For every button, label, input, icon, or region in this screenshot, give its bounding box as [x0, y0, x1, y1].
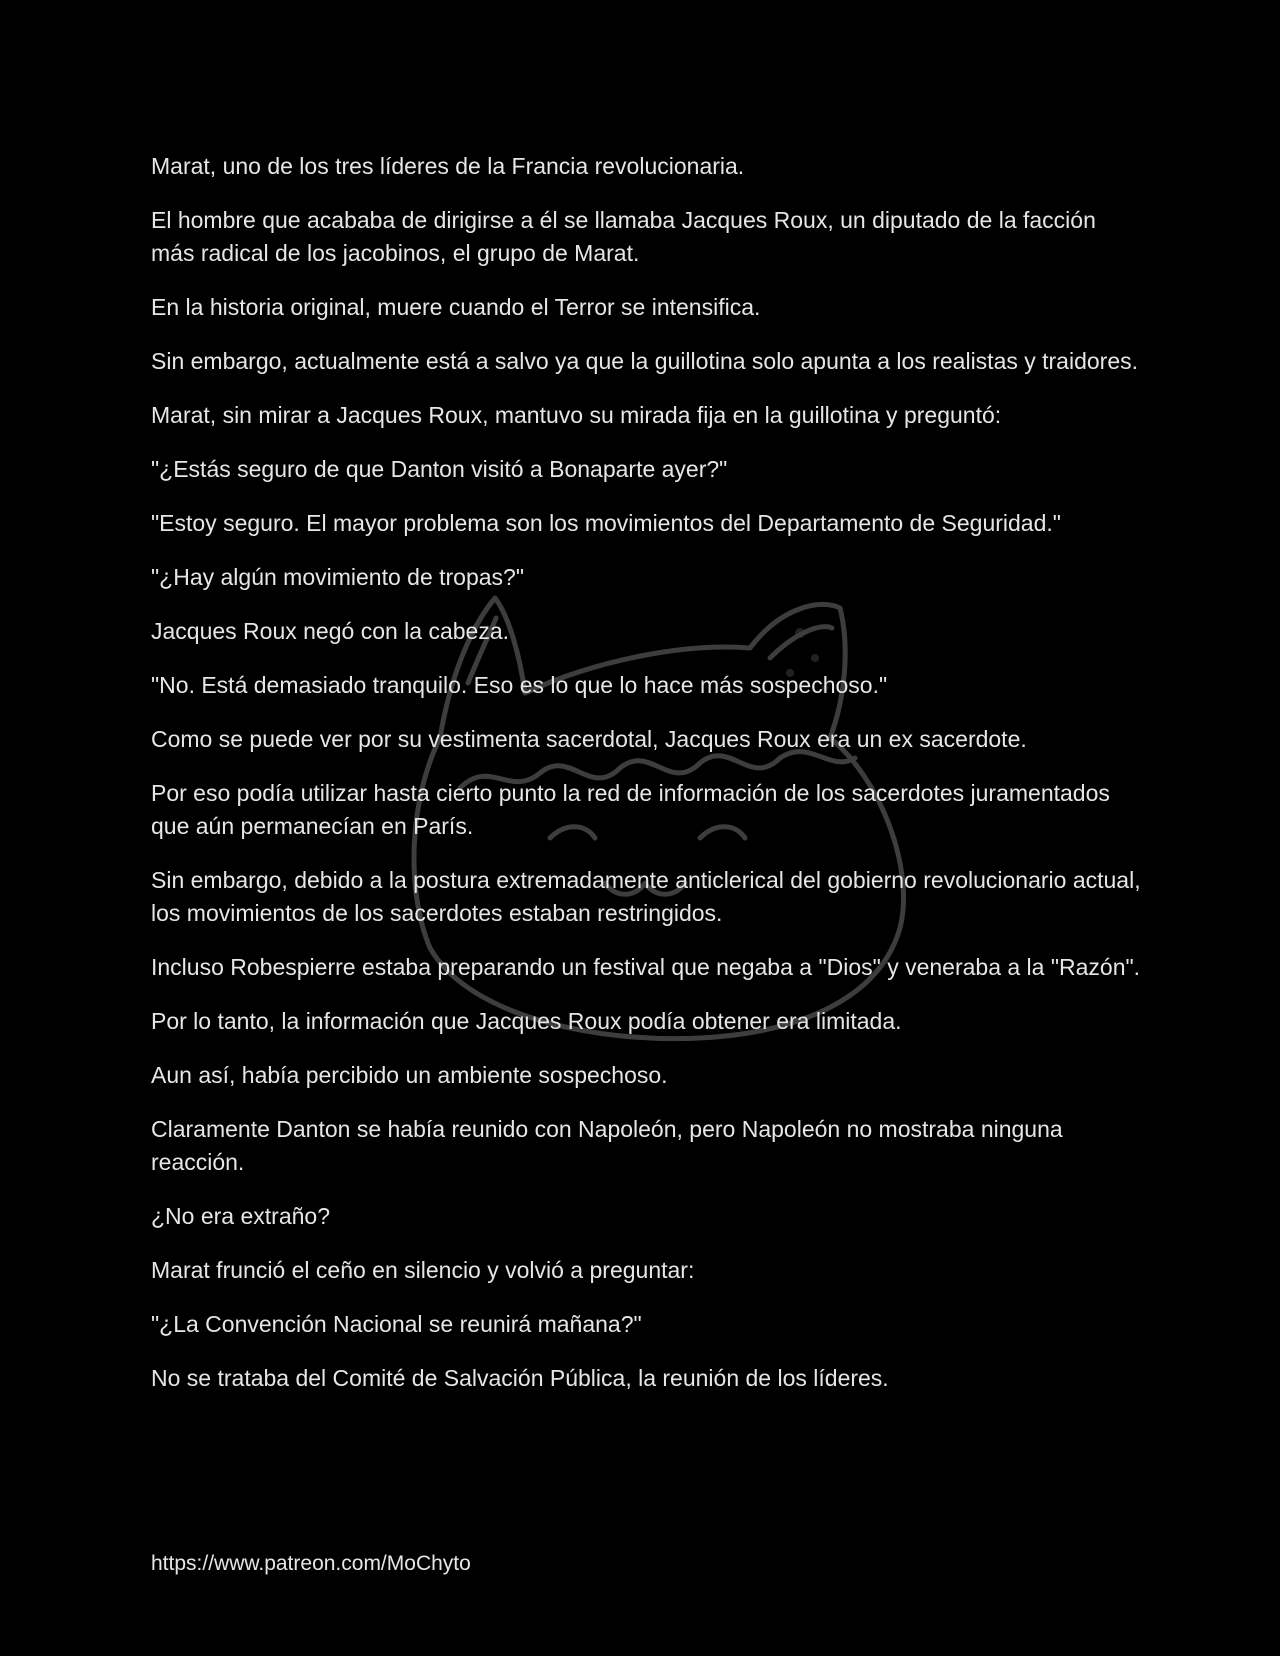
paragraph: Marat frunció el ceño en silencio y volvió a preguntar: — [151, 1257, 695, 1283]
paragraph: No se trataba del Comité de Salvación Pública, la reunión de los líderes. — [151, 1365, 889, 1391]
paragraph: Como se puede ver por su vestimenta sacerdotal, Jacques Roux era un ex sacerdote. — [151, 726, 1027, 752]
paragraph: "¿La Convención Nacional se reunirá mañana?" — [151, 1311, 642, 1337]
paragraph: ¿No era extraño? — [151, 1203, 330, 1229]
paragraph: Sin embargo, actualmente está a salvo ya que la guillotina solo apunta a los realistas y traidores. — [151, 348, 1139, 374]
paragraph: "Estoy seguro. El mayor problema son los movimientos del Departamento de Seguridad." — [151, 510, 1061, 536]
paragraph: Sin embargo, debido a la postura extremadamente anticlerical del gobierno revolucionario actual, los movimientos de los sacerdotes estaban restringidos. — [151, 867, 1141, 926]
paragraph: "¿Estás seguro de que Danton visitó a Bonaparte ayer?" — [151, 456, 728, 482]
paragraph: Incluso Robespierre estaba preparando un festival que negaba a "Dios" y veneraba a la "Razón". — [151, 954, 1141, 980]
paragraph: Marat, uno de los tres líderes de la Francia revolucionaria. — [151, 153, 745, 179]
paragraph: Jacques Roux negó con la cabeza. — [151, 618, 510, 644]
paragraph: "No. Está demasiado tranquilo. Eso es lo que lo hace más sospechoso." — [151, 672, 888, 698]
paragraph: El hombre que acababa de dirigirse a él se llamaba Jacques Roux, un diputado de la facción más radical de los jacobinos, el grupo de Marat. — [151, 207, 1096, 266]
paragraph: Por lo tanto, la información que Jacques Roux podía obtener era limitada. — [151, 1008, 902, 1034]
paragraph: Marat, sin mirar a Jacques Roux, mantuvo su mirada fija en la guillotina y preguntó: — [151, 402, 1002, 428]
paragraph: Aun así, había percibido un ambiente sospechoso. — [151, 1062, 668, 1088]
paragraph: Por eso podía utilizar hasta cierto punto la red de información de los sacerdotes juramentados que aún permanecían en París. — [151, 780, 1110, 839]
patreon-link[interactable]: https://www.patreon.com/MoChyto — [151, 1552, 471, 1575]
paragraph: "¿Hay algún movimiento de tropas?" — [151, 564, 525, 590]
paragraph: En la historia original, muere cuando el Terror se intensifica. — [151, 294, 761, 320]
document-body — [151, 150, 1141, 1416]
paragraph: Claramente Danton se había reunido con Napoleón, pero Napoleón no mostraba ninguna reacción. — [151, 1116, 1063, 1175]
